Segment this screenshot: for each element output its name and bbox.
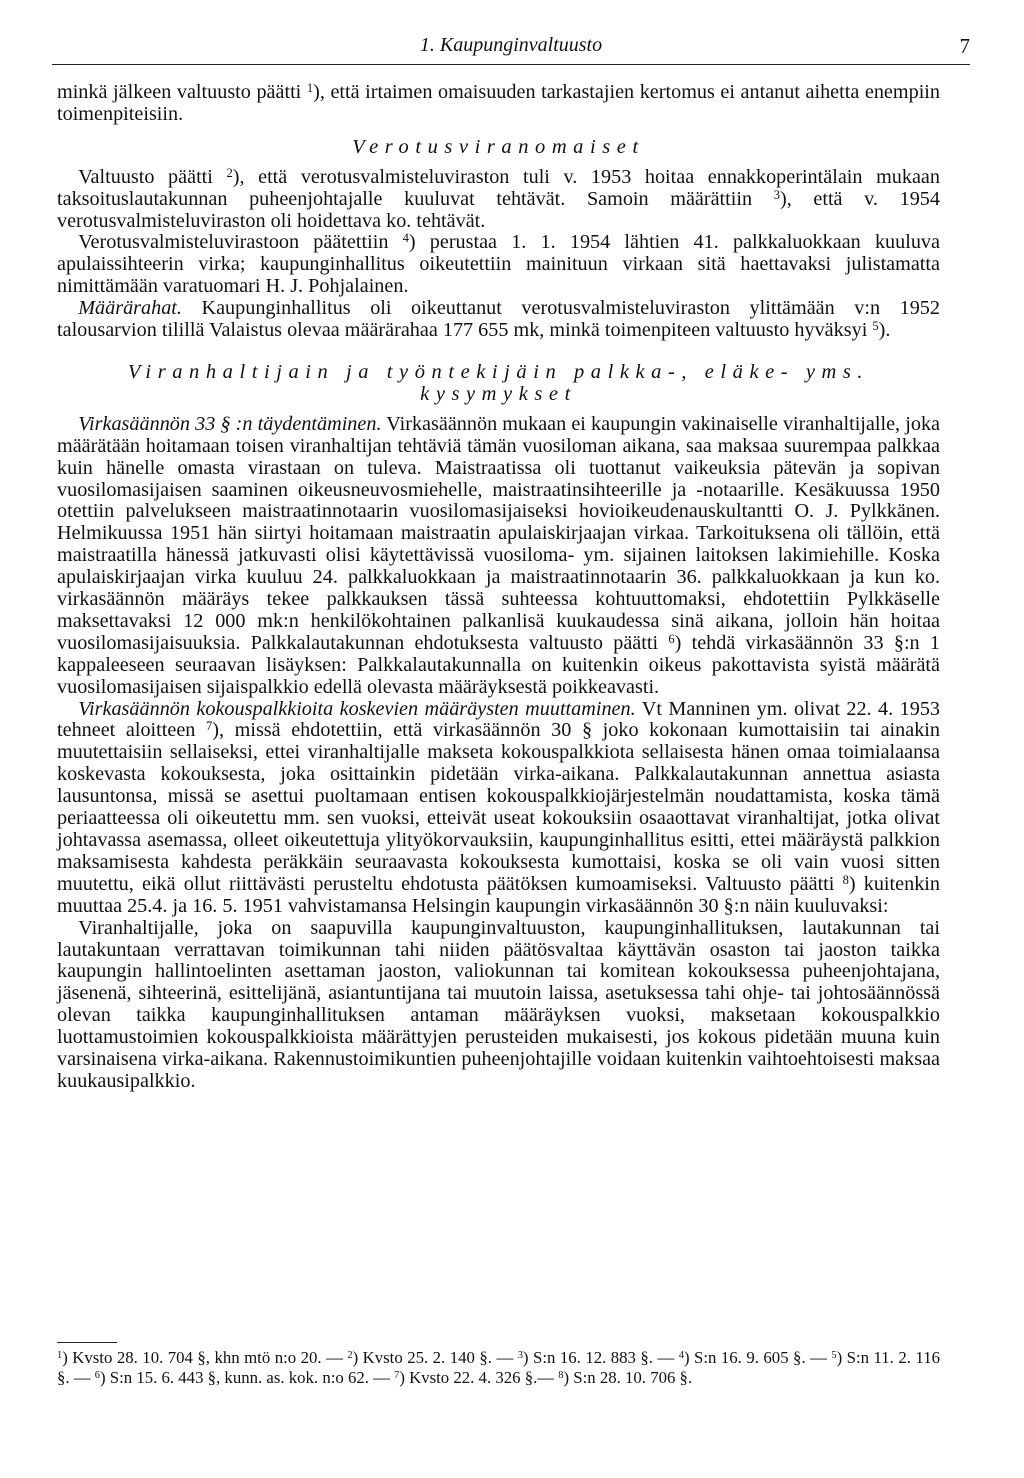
heading-line: kysymykset bbox=[420, 382, 577, 405]
footnote-ref: 6 bbox=[94, 1369, 100, 1381]
footnote: ) S:n 16. 12. 883 §. — bbox=[522, 1348, 679, 1367]
paragraph bbox=[57, 232, 940, 298]
text: Kaupunginhallitus oli oikeuttanut verotusvalmisteluviraston ylittämään v:n 1952 talousarvion tilillä Valaistus olevaa määrärahaa 177 655 mk, minkä toimenpiteen valtuusto hyväksyi bbox=[57, 297, 940, 342]
paragraph bbox=[57, 414, 940, 699]
text: Valtuusto päätti bbox=[78, 165, 227, 188]
footnote-ref: 7 bbox=[394, 1369, 400, 1381]
run-in-heading: Virkasäännön 33 § :n täydentäminen. bbox=[78, 412, 382, 435]
paragraph bbox=[57, 699, 940, 918]
footnote-ref: 3 bbox=[517, 1349, 523, 1361]
footnote-ref: 3 bbox=[773, 187, 780, 202]
text: ), missä ehdotettiin, että virkasäännön 30 § joko kokonaan kumottaisiin tai ainakin muutettaisiin sellaiseksi, ettei viranhaltijalle makseta kokouspalkkiota sellaisesta hänen omaa toimialaansa koskevasta kokouksesta, joka osittainkin pidetään virka-aikana. Palkkalautakunnan annettua asiasta lausuntonsa, missä se asettui puoltamaan entisen kokouspalkkiojärjestelmän noudattamista, koska tämä periaatteessa oli oikeutettu mm. sen vuoksi, etteivät useat kokouksiin osaaottavat viranhaltijat, jotka olivat johtavassa asemassa, olleet oikeutettuja ylityökorvauksiin, kaupunginhallitus esitti, ettei määräystä palkkion maksamisesta kahdesta peräkkäin seuraavasta kokouksesta kumottaisi, koska se oli vain vuosi sitten muutettu, eikä ollut riittävästi perusteltu ehdotusta päätöksen kumoamiseksi. Valtuusto päätti bbox=[57, 719, 940, 895]
header-title: 1. Kaupunginvaltuusto bbox=[419, 34, 603, 56]
footnote-ref: 8 bbox=[842, 872, 849, 887]
quoted-regulation: Viranhaltijalle, joka on saapuvilla kaupunginvaltuuston, kaupunginhallituksen, lautakunnan tai lautakuntaan verrattavan toimikunnan tahi niiden päätösvaltaa käyttävän osaston tai jaoston taikka kaupungin hallintoelinten asettaman jaoston, valiokunnan tai komitean kokouksessa puheenjohtajana, jäsenenä, sihteerinä, esittelijänä, asiantuntijana tai muutoin laissa, asetuksessa tahi ohje- tai johtosäännössä olevan taikka kaupunginhallituksen antaman määräyksen vuoksi, maksetaan kokouspalkkio luottamustoimien kokouspalkkioista määrättyjen perusteiden mukaisesti, jos kokous pidetään muuna kuin varsinaisena virka-aikana. Rakennustoimikuntien puheenjohtajille voidaan kuitenkin vaihtoehtoisesti maksaa kuukausipalkkio. bbox=[57, 916, 940, 1092]
text: ) perustaa 1. 1. 1954 lähtien 41. palkkaluokkaan kuuluva apulaissihteerin virka; kaupunginhallitus oikeutettiin mainituun virkaan sitä haettavaksi julistamatta nimittämään varatuomari H. J. Pohjalainen. bbox=[57, 231, 940, 298]
text: minkä jälkeen valtuusto päätti bbox=[57, 81, 307, 103]
text: ). bbox=[878, 319, 891, 342]
footnote-ref: 4 bbox=[678, 1349, 684, 1361]
section-heading-verotusviranomaiset: Verotusviranomaiset bbox=[352, 135, 645, 158]
page-number: 7 bbox=[959, 34, 970, 58]
footnotes bbox=[57, 1342, 940, 1388]
run-in-heading: Määrärahat. bbox=[78, 297, 182, 320]
footnote-ref: 5 bbox=[831, 1349, 837, 1361]
section-heading-palkka bbox=[57, 362, 940, 406]
heading-line: Viranhaltijain ja työntekijäin palkka-, eläke- yms. bbox=[127, 360, 870, 383]
footnote: ) Kvsto 25. 2. 140 §. — bbox=[352, 1348, 518, 1367]
text: Verotusvalmisteluvirastoon päätettiin bbox=[78, 231, 403, 254]
footnote-ref: 1 bbox=[306, 80, 314, 95]
footnote-ref: 2 bbox=[347, 1349, 353, 1361]
footnote-ref: 1 bbox=[57, 1349, 63, 1361]
footnote: ) S:n 16. 9. 605 §. — bbox=[683, 1348, 832, 1367]
text: ), että verotusvalmisteluviraston tuli v. 1953 hoitaa ennakkoperintälain mukaan taksoituslautakunnan puheenjohtajalle kuuluvat tehtävät. Samoin määrättiin bbox=[57, 165, 940, 210]
footnote-ref: 7 bbox=[206, 719, 213, 734]
footnote-ref: 5 bbox=[872, 318, 879, 333]
text: Vt Manninen ym. olivat 22. 4. 1953 tehneet aloitteen bbox=[57, 697, 941, 742]
text: ) kuitenkin muuttaa 25.4. ja 16. 5. 1951 vahvistamansa Helsingin kaupungin virkasäännön 30 §:n näin kuuluvaksi: bbox=[57, 872, 940, 917]
document-body bbox=[57, 82, 940, 1093]
footnote: ) S:n 28. 10. 706 §. bbox=[563, 1368, 693, 1387]
text: ), että v. 1954 verotusvalmisteluviraston oli hoidettava ko. tehtävät. bbox=[57, 187, 940, 232]
text: ) tehdä virkasäännön 33 §:n 1 kappaleeseen seuraavan lisäyksen: Palkkalautakunnalla on kuitenkin oikeus pakottavista syistä määrätä vuosilomasijaisen sijaispalkkio edellä olevasta määräyksestä poikkeavasti. bbox=[57, 631, 940, 698]
footnote-ref: 8 bbox=[558, 1369, 564, 1381]
run-in-heading: Virkasäännön kokouspalkkioita koskevien määräysten muuttaminen. bbox=[78, 697, 636, 720]
footnote-ref: 2 bbox=[226, 165, 233, 180]
footnote-text bbox=[57, 1348, 940, 1388]
footnote-ref: 6 bbox=[668, 631, 675, 646]
footnote: ) Kvsto 22. 4. 326 §.— bbox=[399, 1368, 559, 1387]
footnote-rule bbox=[57, 1342, 117, 1343]
intro-paragraph bbox=[57, 82, 940, 126]
footnote: ) S:n 11. 2. 116 §. — bbox=[57, 1348, 940, 1387]
paragraph bbox=[57, 167, 940, 233]
paragraph bbox=[57, 298, 940, 342]
running-header bbox=[52, 30, 970, 65]
footnote: ) Kvsto 28. 10. 704 §, khn mtö n:o 20. — bbox=[62, 1348, 348, 1367]
footnote-ref: 4 bbox=[402, 231, 409, 246]
text: Virkasäännön mukaan ei kaupungin vakinaiselle viranhaltijalle, joka määrätään hoitamaan toisen viranhaltijan tehtäviä tämän vuosiloman aikana, saa maksaa suurempaa palkkaa kuin hänelle omasta virastaan on tuleva. Maistraatissa oli tuottanut vaikeuksia pätevän ja sopivan vuosilomasijaisen saaminen oikeusneuvosmiehelle, maistraatinsihteerille ja -notaarille. Kesäkuussa 1950 otettiin palvelukseen maistraatinnotaarin vuosilomasijaiseksi hovioikeudenauskultantti O. J. Pylkkänen. Helmikuussa 1951 hän siirtyi hoitamaan maistraatin apulaiskirjaajan virkaa. Tarkoituksena oli tällöin, että maistraatilla hänessä jatkuvasti olisi käytettävissä vuosiloma- ym. sijainen laitoksen lakimiehille. Koska apulaiskirjaajan virka kuuluu 24. palkkaluokkaan ja maistraatinnotaarin 36. palkkaluokkaan ja kun ko. virkasäännön määräys tekee palkkauksen tässä suhteessa kohtuuttomaksi, ehdotettiin Pylkkäselle maksettavaksi 12 000 mk:n henkilökohtainen palkanlisä kuukaudessa sinä aikana, jolloin hän hoitaa vuosilomasijaisuuksia. Palkkalautakunnan ehdotuksesta valtuusto päätti bbox=[57, 412, 940, 654]
text: ), että irtaimen omaisuuden tarkastajien kertomus ei antanut aihetta enempiin toimenpiteisiin. bbox=[57, 81, 940, 125]
footnote: ) S:n 15. 6. 443 §, kunn. as. kok. n:o 62. — bbox=[99, 1368, 395, 1387]
